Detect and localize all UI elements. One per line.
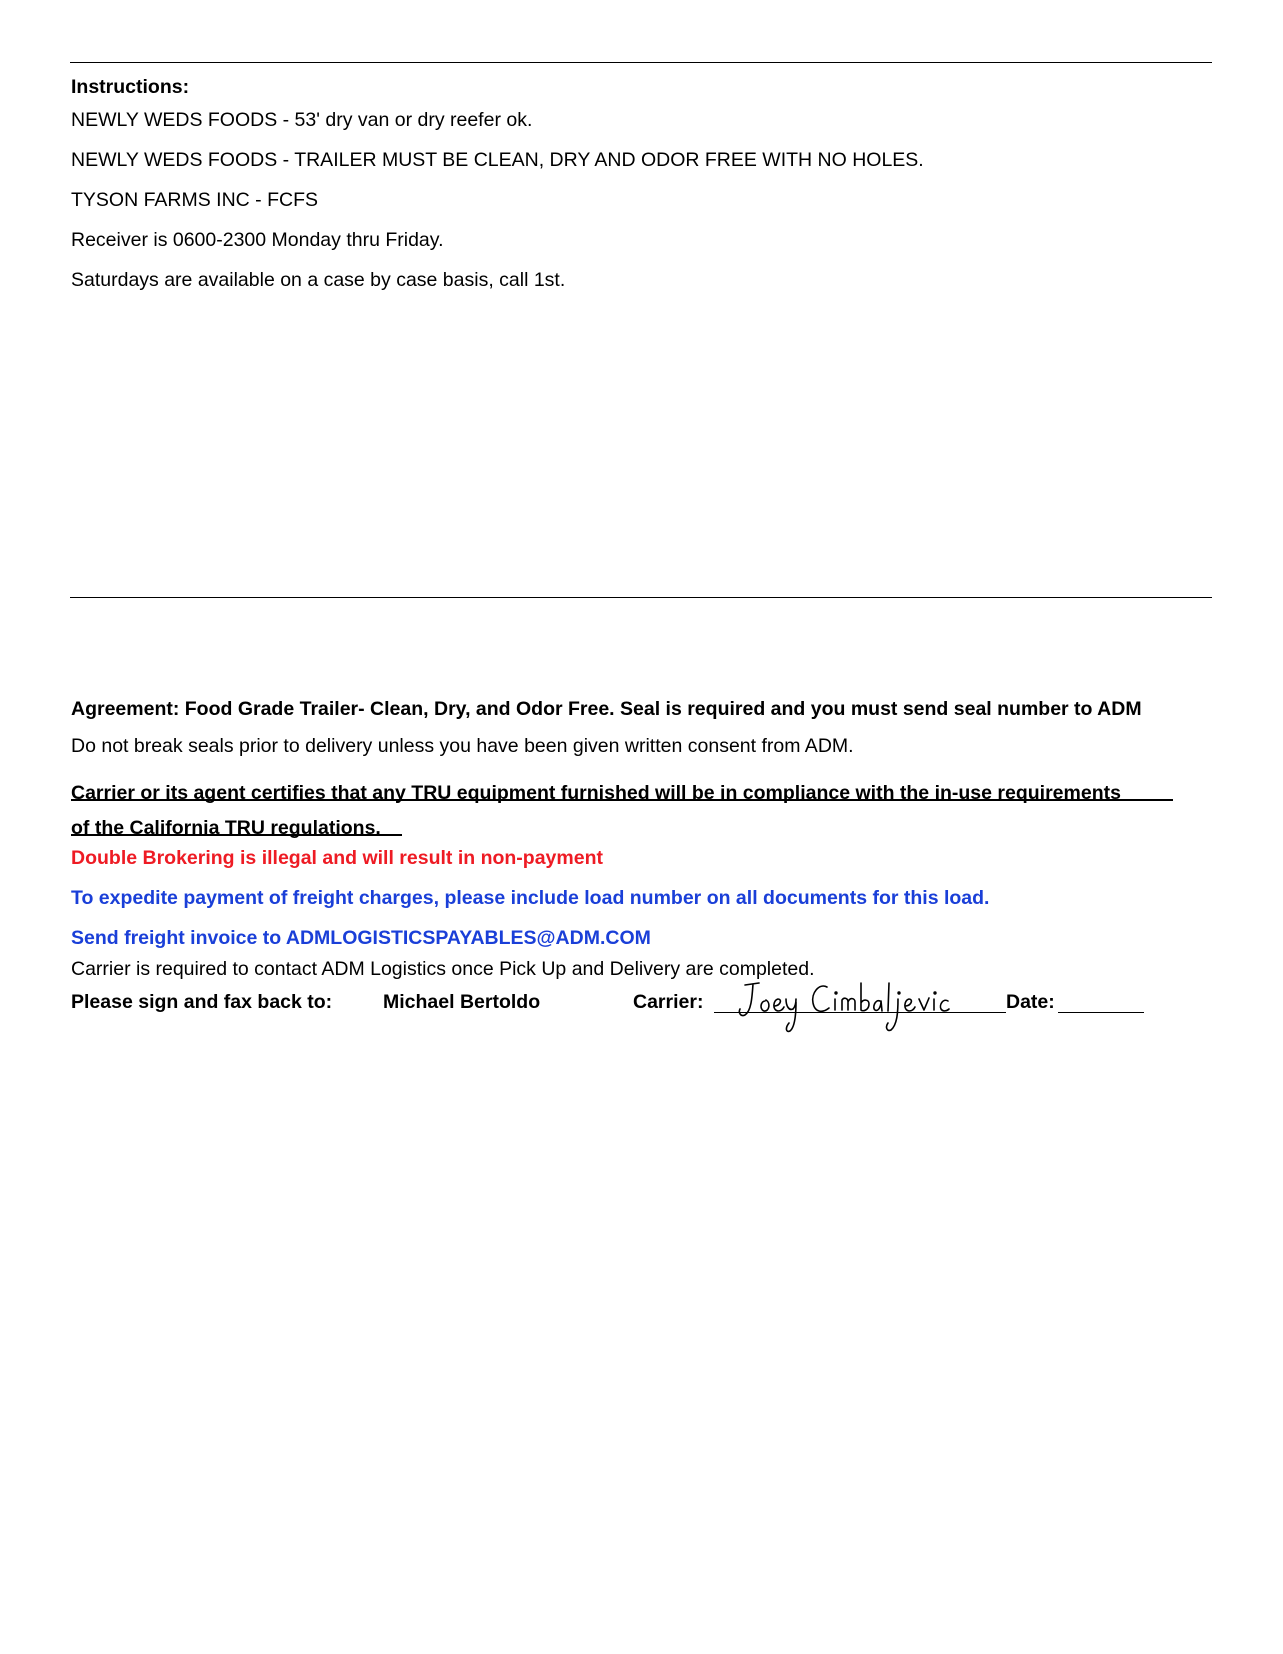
carrier-handwritten-signature (735, 975, 985, 1037)
seal-note: Do not break seals prior to delivery unless you have been given written consent from ADM. (71, 735, 854, 757)
instruction-line: TYSON FARMS INC - FCFS (71, 189, 319, 211)
instruction-line: NEWLY WEDS FOODS - 53' dry van or dry reefer ok. (71, 109, 533, 131)
invoice-email-notice: Send freight invoice to ADMLOGISTICSPAYABLES@ADM.COM (71, 927, 651, 949)
contact-notice: Carrier is required to contact ADM Logistics once Pick Up and Delivery are completed. (71, 958, 815, 980)
tru-underline (71, 799, 1173, 801)
middle-divider (70, 597, 1212, 598)
sign-fax-label: Please sign and fax back to: (71, 991, 333, 1013)
date-field-line[interactable] (1058, 1012, 1144, 1013)
instruction-line: Receiver is 0600-2300 Monday thru Friday. (71, 229, 444, 251)
expedite-payment-notice: To expedite payment of freight charges, please include load number on all documents for this load. (71, 887, 990, 909)
top-divider (70, 62, 1212, 63)
tru-underline (71, 834, 402, 836)
instructions-heading: Instructions: (71, 76, 190, 98)
instruction-line: Saturdays are available on a case by case basis, call 1st. (71, 269, 566, 291)
date-label: Date: (1006, 991, 1055, 1013)
carrier-label: Carrier: (633, 991, 704, 1013)
tru-certification-line-1: Carrier or its agent certifies that any TRU equipment furnished will be in compliance with the in-use requirements (71, 782, 1121, 804)
double-brokering-warning: Double Brokering is illegal and will result in non-payment (71, 847, 603, 869)
food-grade-agreement: Agreement: Food Grade Trailer- Clean, Dry, and Odor Free. Seal is required and you must send seal number to ADM (71, 698, 1142, 720)
tru-certification-line-2: of the California TRU regulations. (71, 817, 381, 839)
fax-recipient-name: Michael Bertoldo (383, 991, 541, 1013)
instruction-line: NEWLY WEDS FOODS - TRAILER MUST BE CLEAN, DRY AND ODOR FREE WITH NO HOLES. (71, 149, 924, 171)
